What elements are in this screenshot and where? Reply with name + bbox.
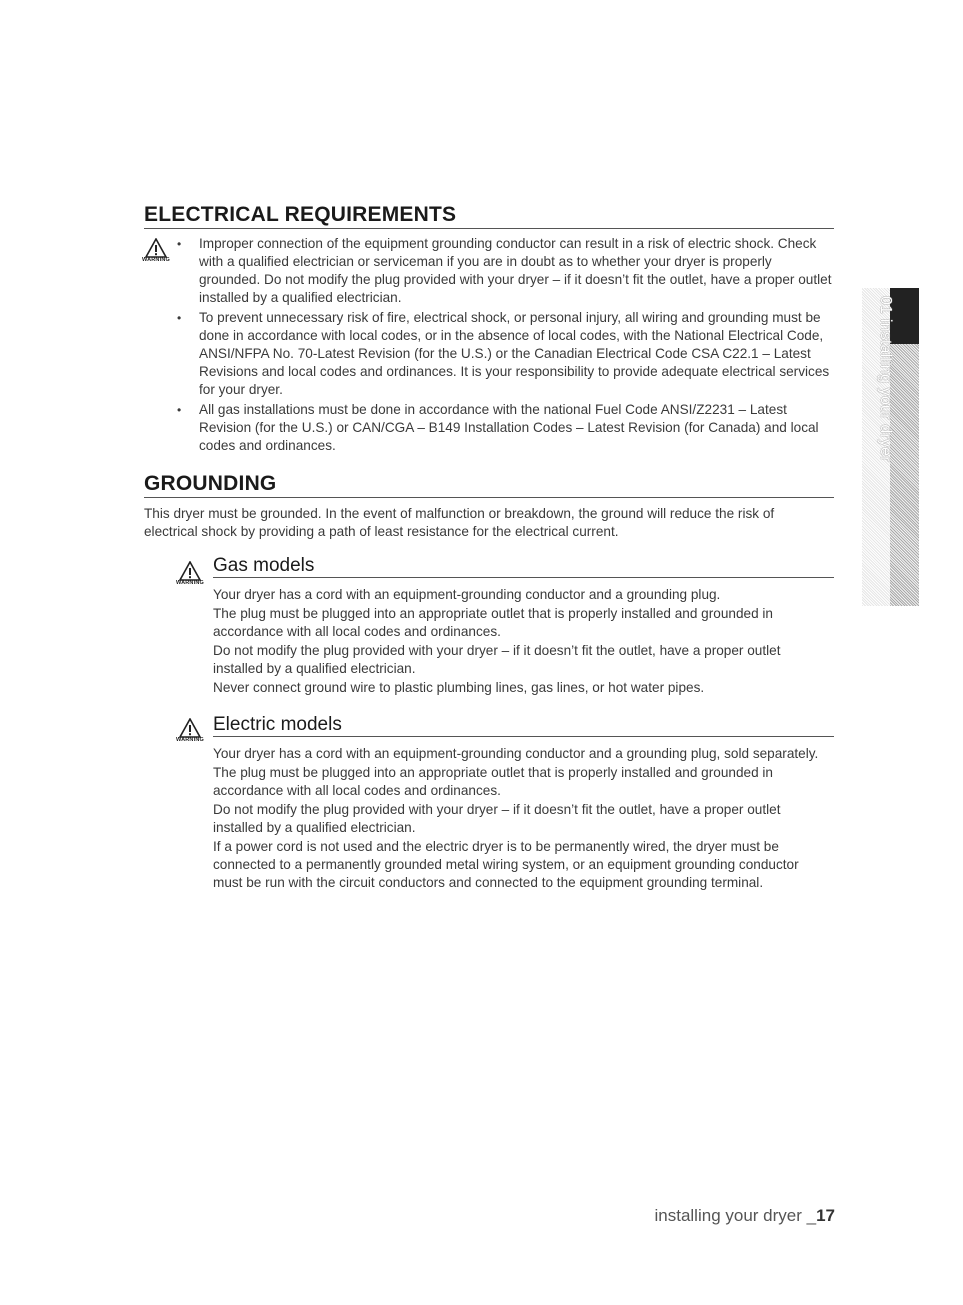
electric-paragraph: Do not modify the plug provided with your dryer – if it doesn’t fit the outlet, have a proper outlet installed by a qualified electrician. <box>213 802 781 835</box>
electrical-warning <box>138 238 174 263</box>
list-item: • Improper connection of the equipment grounding conductor can result in a risk of electric shock. Check with a qualified electrician or serviceman if you are in doubt as to whether your dryer is properly grounded. Do not modify the plug provided with your dryer – if it doesn’t fit the outlet, have a proper outlet installed by a qualified electrician. <box>177 236 832 305</box>
electric-models-body <box>213 745 828 893</box>
page-number: 17 <box>816 1206 835 1225</box>
gas-paragraph: Never connect ground wire to plastic plumbing lines, gas lines, or hot water pipes. <box>213 680 705 695</box>
gas-models-body <box>213 586 828 698</box>
side-tab-dark-block <box>890 288 919 344</box>
gas-paragraph: The plug must be plugged into an appropriate outlet that is properly installed and grounded in accordance with all local codes and ordinances. <box>213 606 773 639</box>
gas-warning <box>172 561 208 586</box>
list-item: • All gas installations must be done in accordance with the national Fuel Code ANSI/Z2231 – Latest Revision (for the U.S.) or CAN/CGA – B149 Installation Codes – Latest Revision (for Canada) and local codes and ordinances. <box>177 402 819 453</box>
footer-section-title: installing your dryer _ <box>654 1206 817 1225</box>
chapter-side-tab <box>862 288 919 606</box>
gas-paragraph: Your dryer has a cord with an equipment-grounding conductor and a grounding plug. <box>213 587 721 602</box>
grounding-intro: This dryer must be grounded. In the event of malfunction or breakdown, the ground will reduce the risk of electrical shock by providing a path of least resistance for the electrical current. <box>144 506 775 539</box>
warning-triangle-icon <box>179 561 201 581</box>
electrical-bullet-list <box>174 235 834 457</box>
electric-warning <box>172 718 208 743</box>
electric-paragraph: The plug must be plugged into an appropriate outlet that is properly installed and grounded in accordance with all local codes and ordinances. <box>213 765 773 798</box>
electrical-requirements-heading: ELECTRICAL REQUIREMENTS <box>144 203 834 229</box>
warning-label: WARNING <box>176 580 204 586</box>
list-item: • To prevent unnecessary risk of fire, electrical shock, or personal injury, all wiring and grounding must be done in accordance with local codes, or in the absence of local codes, with the National Electrical Code, ANSI/NFPA No. 70-Latest Revision (for the U.S.) or the Canadian Electrical Code CSA C22.1 – Latest Revisions and local codes and ordinances. It is your responsibility to provide adequate electrical services for your dryer. <box>177 310 830 397</box>
warning-label: WARNING <box>142 257 170 263</box>
warning-triangle-icon <box>179 718 201 738</box>
grounding-heading: GROUNDING <box>144 472 834 498</box>
electric-models-heading: Electric models <box>213 714 834 737</box>
gas-paragraph: Do not modify the plug provided with your dryer – if it doesn’t fit the outlet, have a proper outlet installed by a qualified electrician. <box>213 643 781 676</box>
warning-triangle-icon <box>145 238 167 258</box>
gas-models-heading: Gas models <box>213 555 834 578</box>
warning-label: WARNING <box>176 737 204 743</box>
page-footer <box>655 1206 836 1226</box>
electric-paragraph: If a power cord is not used and the electric dryer is to be permanently wired, the dryer must be connected to a permanently grounded metal wiring system, or an equipment grounding conductor must be run with the circuit conductors and connected to the equipment grounding terminal. <box>213 839 799 890</box>
side-tab-pattern <box>890 344 919 606</box>
side-tab-label: 01 installing your dryer <box>877 296 894 462</box>
electric-paragraph: Your dryer has a cord with an equipment-grounding conductor and a grounding plug, sold separately. <box>213 746 819 761</box>
